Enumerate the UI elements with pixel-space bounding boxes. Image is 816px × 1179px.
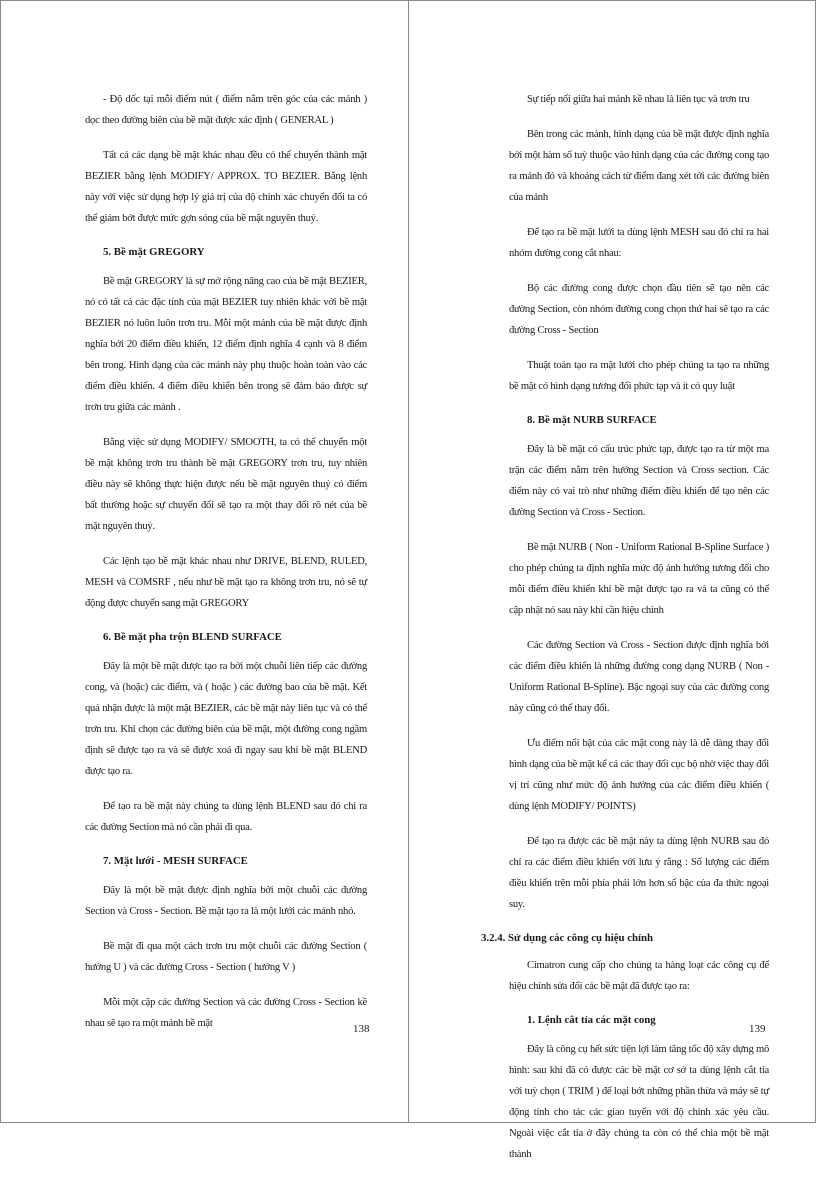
- paragraph: Sự tiếp nối giữa hai mảnh kề nhau là liên tục và trơn tru: [527, 94, 750, 105]
- heading-blend: 6. Bề mặt pha trộn BLEND SURFACE: [103, 631, 282, 643]
- paragraph: Mỗi một cặp các đường Section và các đường Cross - Section kề nhau sẽ tạo ra một mảnh bề mặt: [85, 997, 367, 1029]
- paragraph: Các lệnh tạo bề mặt khác nhau như DRIVE, BLEND, RULED, MESH và COMSRF , nếu như bề mặt tạo ra không trơn tru, nó sẽ tự động được chuyển sang mặt GREGORY: [85, 556, 367, 609]
- heading-gregory: 5. Bề mặt GREGORY: [103, 246, 205, 258]
- page-number-right: 139: [749, 1023, 766, 1035]
- right-page: [481, 89, 769, 1179]
- paragraph: Để tạo ra được các bề mặt này ta dùng lệnh NURB sau đó chỉ ra các điểm điều khiển với lưu ý rằng : Số lượng các điểm điều khiển trên mỗi phía phải lớn hơn số bậc của đa thức ngoại suy.: [509, 836, 769, 910]
- page-number-left: 138: [353, 1023, 370, 1035]
- paragraph: Đây là công cụ hết sức tiện lợi làm tăng tốc độ xây dựng mô hình: sau khi đã có được các bề mặt cơ sở ta dùng lệnh cắt tỉa với tuỳ chọn ( TRIM ) để loại bớt những phần thừa và máy sẽ tự động tính cho tác các giao tuyến với độ chính xác yêu cầu. Ngoài việc cắt tỉa ở đây chúng ta còn có thể chia một bề mặt thành: [509, 1044, 769, 1160]
- paragraph: Bằng việc sử dụng MODIFY/ SMOOTH, ta có thể chuyển một bề mặt không trơn tru thành bề mặt GREGORY trơn tru, tuy nhiên điều này sẽ không thực hiện được nếu bề mặt nguyên thuỷ có điểm bất thường hoặc sự chuyển đổi sẽ tạo ra một thay đổi rõ nét của bề mặt nguyên thuỷ.: [85, 437, 367, 532]
- heading-nurb: 8. Bề mặt NURB SURFACE: [527, 414, 657, 426]
- paragraph: Đây là một bề mặt được tạo ra bởi một chuỗi liên tiếp các đường cong, và (hoặc) các điểm, và ( hoặc ) các đường bao của bề mặt. Kết quả nhận được là một mặt BEZIER, các bề mặt này liên tục và có thể trơn tru. Khi chọn các đường biên của bề mặt, một đường cong ngầm định sẽ được tạo ra và sẽ được xoá đi ngay sau khi bề mặt BLEND được tạo ra.: [85, 661, 367, 777]
- page-divider: [408, 1, 409, 1122]
- left-page: [85, 89, 367, 1048]
- paragraph: - Độ dốc tại mỗi điểm nút ( điểm nằm trên góc của các mảnh ) dọc theo đường biên của bề mặt được xác định ( GENERAL ): [85, 94, 367, 126]
- paragraph: Ưu điểm nổi bật của các mặt cong này là dễ dàng thay đổi hình dạng của bề mặt kể cả các thay đổi cục bộ nhờ việc thay đổi vị trí cũng như mức độ ảnh hưởng của các điểm điều khiển ( dùng lệnh MODIFY/ POINTS): [509, 738, 769, 812]
- paragraph: Để tạo ra bề mặt này chúng ta dùng lệnh BLEND sau đó chỉ ra các đường Section mà nó cần phải đi qua.: [85, 801, 367, 833]
- paragraph: Để tạo ra bề mặt lưới ta dùng lệnh MESH sau đó chỉ ra hai nhóm đường cong cắt nhau:: [509, 227, 769, 259]
- paragraph: Cimatron cung cấp cho chúng ta hàng loạt các công cụ để hiệu chỉnh sửa đổi các bề mặt đã được tạo ra:: [509, 960, 769, 992]
- paragraph: Bộ các đường cong được chọn đầu tiên sẽ tạo nên các đường Section, còn nhóm đường cong chọn thứ hai sẽ tạo ra các đường Cross - Section: [509, 283, 769, 336]
- paragraph: Đây là bề mặt có cấu trúc phức tạp, được tạo ra từ một ma trận các điểm nằm trên hướng Section và Cross section. Các điểm này có vai trò như những điểm điều khiển để tạo nên các đường Section và Cross - Section.: [509, 444, 769, 518]
- paragraph: Tất cả các dạng bề mặt khác nhau đều có thể chuyển thành mặt BEZIER bằng lệnh MODIFY/ APPROX. TO BEZIER. Bằng lệnh này với việc sử dụng hợp lý giá trị của độ chính xác chuyển đổi ta có thể giảm bớt được mức gợn sóng của bề mặt nguyên thuỷ.: [85, 150, 367, 224]
- paragraph: Bên trong các mảnh, hình dạng của bề mặt được định nghĩa bởi một hàm số tuỳ thuộc vào hình dạng của các đường cong tạo ra mảnh đó và khoảng cách từ điểm đang xét tới các đường biên của mảnh: [509, 129, 769, 203]
- paragraph: Các đường Section và Cross - Section được định nghĩa bởi các điểm điều khiển là những đường cong dạng NURB ( Non - Uniform Rational B-Spline). Bậc ngoại suy của các đường cong này cũng có thể thay đổi.: [509, 640, 769, 714]
- heading-trim: 1. Lệnh cắt tỉa các mặt cong: [527, 1014, 656, 1026]
- heading-mesh: 7. Mặt lưới - MESH SURFACE: [103, 855, 248, 867]
- paragraph: Bề mặt đi qua một cách trơn tru một chuỗi các đường Section ( hướng U ) và các đường Cross - Section ( hướng V ): [85, 941, 367, 973]
- paragraph: Đây là một bề mặt được định nghĩa bởi một chuỗi các đường Section và Cross - Section. Bề mặt tạo ra là một lưới các mảnh nhỏ.: [85, 885, 367, 917]
- section-heading: 3.2.4. Sử dụng các công cụ hiệu chỉnh: [481, 932, 654, 944]
- paragraph: Bề mặt NURB ( Non - Uniform Rational B-Spline Surface ) cho phép chúng ta định nghĩa mức độ ảnh hưởng tương đối cho mỗi điểm điều khiển khi bề mặt được tạo ra và ta cũng có thể cập nhật nó sau này khi cần hiệu chỉnh: [509, 542, 769, 616]
- paragraph: Thuật toán tạo ra mặt lưới cho phép chúng ta tạo ra những bề mặt có hình dạng tương đối phức tạp và ít có quy luật: [509, 360, 769, 392]
- paragraph: Bề mặt GREGORY là sự mở rộng nâng cao của bề mặt BEZIER, nó có tất cả các đặc tính của mặt BEZIER tuy nhiên khác với bề mặt BEZIER nó luôn luôn trơn tru. Mỗi một mảnh của bề mặt được định nghĩa bởi 20 điểm điều khiển, 12 điểm định nghĩa 4 cạnh và 8 điểm bên trong. Hình dạng của các mảnh này phụ thuộc hoàn toàn vào các điểm điều khiển. 4 điểm điều khiển bên trong sẽ đảm bảo được sự trơn tru giữa các mảnh .: [85, 276, 367, 413]
